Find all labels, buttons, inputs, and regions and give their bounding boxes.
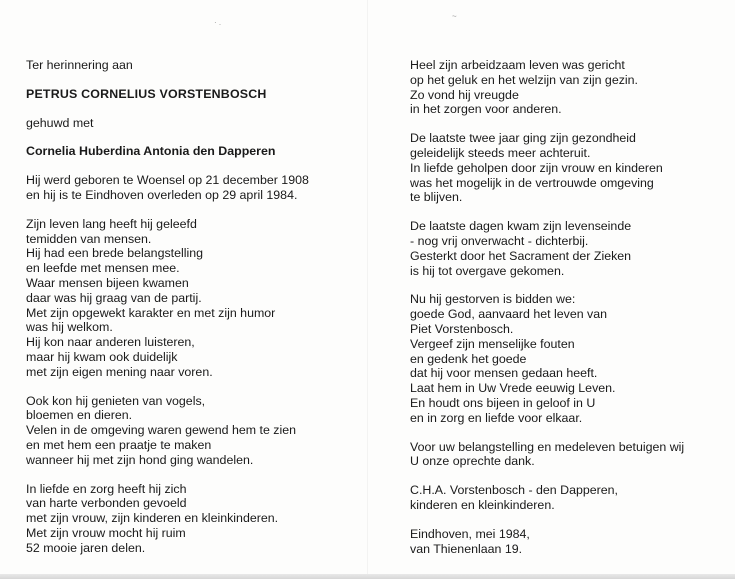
right-stanza-2: De laatste twee jaar ging zijn gezondheid geleidelijk steeds meer achteruit. In liefde geholpen door zijn vrouw en kinderen was het mogelijk in de vertrouwde omgeving te blijven. <box>410 131 663 205</box>
deceased-name: PETRUS CORNELIUS VORSTENBOSCH <box>26 86 267 101</box>
thanks-paragraph: Voor uw belangstelling en medeleven betuigen wij U onze oprechte dank. <box>410 439 685 469</box>
signature-paragraph: C.H.A. Vorstenbosch - den Dapperen, kinderen en kleinkinderen. <box>410 483 619 512</box>
left-stanza-2: Ook kon hij genieten van vogels, bloemen en dieren. Velen in de omgeving waren gewend hem te zien en met hem een praatje te maken wanneer hij met zijn hond ging wandelen. <box>26 393 297 467</box>
prayer-paragraph: Nu hij gestorven is bidden we: goede God, aanvaard het leven van Piet Vorstenbosch. Vergeef zijn menselijke fouten en gedenk het goede dat hij voor mensen gedaan heeft. Laat hem in Uw Vrede eeuwig Leven. En houdt ons bijeen in geloof in U en in zorg en liefde voor elkaar. <box>410 292 616 425</box>
card-fold <box>367 0 368 579</box>
right-stanza-1: Heel zijn arbeidzaam leven was gericht op het geluk en het welzijn van zijn gezin. Zo vond hij vreugde in het zorgen voor anderen. <box>410 58 638 117</box>
birth-death-paragraph: Hij werd geboren te Woensel op 21 december 1908 en hij is te Eindhoven overleden op 29 april 1984. <box>26 173 309 202</box>
right-page <box>410 58 725 570</box>
print-speck: ~ <box>452 12 457 21</box>
print-speck: · . <box>214 18 222 27</box>
left-page <box>26 58 356 570</box>
card-bottom-edge <box>0 574 735 579</box>
place-date-paragraph: Eindhoven, mei 1984, van Thienenlaan 19. <box>410 526 530 556</box>
married-label: gehuwd met <box>26 115 94 130</box>
left-stanza-1: Zijn leven lang heeft hij geleefd temidden van mensen. Hij had een brede belangstelling en leefde met mensen mee. Waar mensen bijeen kwamen daar was hij graag van de partij. Met zijn opgewekt karakter en met zijn humor was hij welkom. Hij kon naar anderen luisteren, maar hij kwam ook duidelijk met zijn eigen mening naar voren. <box>26 216 276 379</box>
intro-text: Ter herinnering aan <box>26 58 133 72</box>
right-stanza-3: De laatste dagen kwam zijn levenseinde - nog vrij onverwacht - dichterbij. Gesterkt door het Sacrament der Zieken is hij tot overgave gekomen. <box>410 219 632 278</box>
left-stanza-3: In liefde en zorg heeft hij zich van harte verbonden gevoeld met zijn vrouw, zijn kinderen en kleinkinderen. Met zijn vrouw mocht hij ruim 52 mooie jaren delen. <box>26 481 279 555</box>
spouse-name: Cornelia Huberdina Antonia den Dapperen <box>26 144 276 159</box>
